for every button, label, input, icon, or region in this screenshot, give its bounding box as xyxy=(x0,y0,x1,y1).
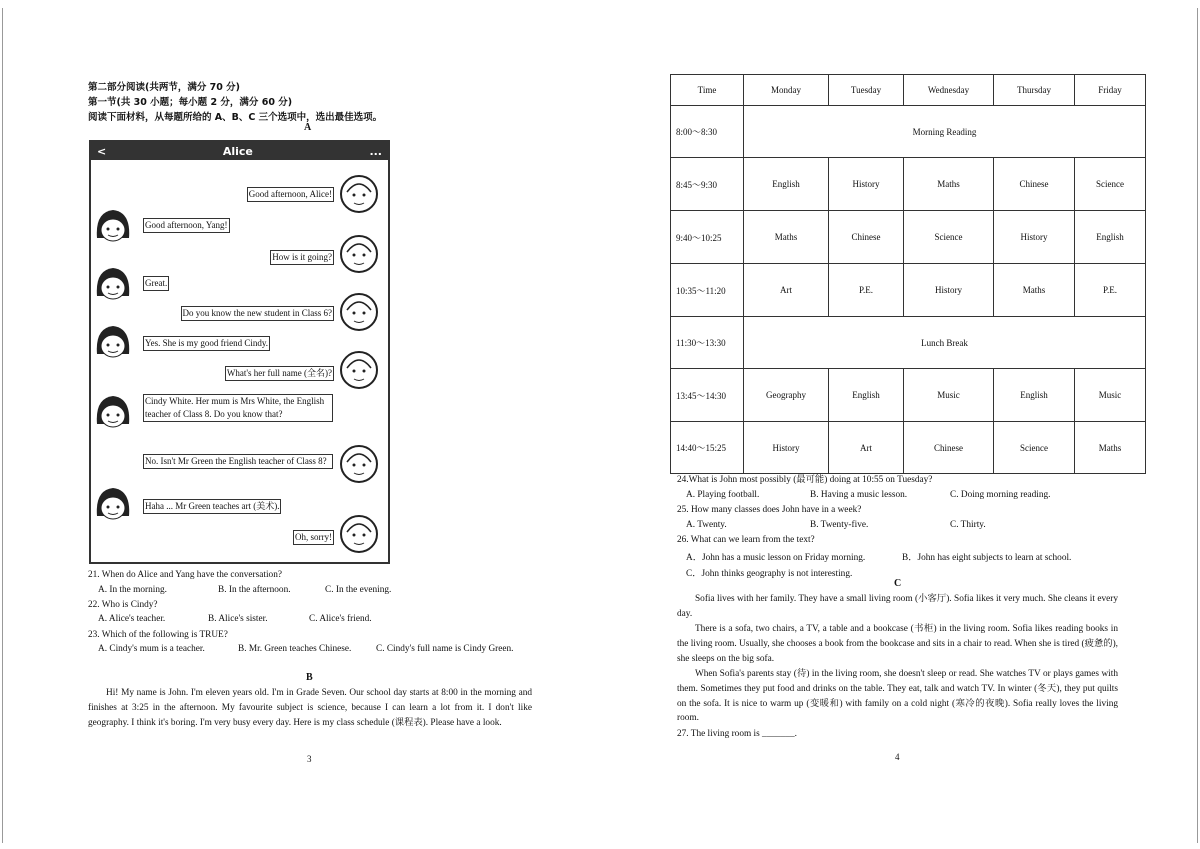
passage-c-paragraph: There is a sofa, two chairs, a TV, a table and a bookcase (书柜) in the living room. Sofia likes reading books in the living room. Usually, she chooses a book from the bookcase and sits in a chair to read. When she is tired (疲惫的), she sleeps on the big sofa. xyxy=(677,624,1118,664)
option-c[interactable]: C. Doing morning reading. xyxy=(950,490,1051,500)
subject-cell: History xyxy=(994,211,1075,264)
header-cell: Wednesday xyxy=(904,75,994,106)
subject-cell: Chinese xyxy=(829,211,904,264)
page-edge xyxy=(1197,8,1198,843)
subject-cell: English xyxy=(744,158,829,211)
question-26: 26. What can we learn from the text? xyxy=(677,535,815,545)
schedule-row xyxy=(671,158,1146,211)
subject-cell: P.E. xyxy=(1075,264,1146,317)
schedule-row xyxy=(671,106,1146,158)
subject-cell: Chinese xyxy=(994,158,1075,211)
subject-cell: Music xyxy=(1075,369,1146,422)
question-23: 23. Which of the following is TRUE? xyxy=(88,630,228,640)
section-c-label: C xyxy=(894,578,902,589)
option-b[interactable]: B. Twenty-five. xyxy=(810,520,869,530)
option-a[interactable]: A. Twenty. xyxy=(686,520,727,530)
chat-message-alice: How is it going? xyxy=(270,250,334,265)
header-cell: Monday xyxy=(744,75,829,106)
alice-avatar-icon xyxy=(339,350,379,390)
schedule-row xyxy=(671,369,1146,422)
time-cell: 8:45～9:30 xyxy=(671,158,744,211)
alice-avatar-icon xyxy=(339,444,379,484)
question-24: 24.What is John most possibly (最可能) doing at 10:55 on Tuesday? xyxy=(677,475,933,485)
yang-avatar-icon xyxy=(93,392,133,432)
option-b[interactable]: B. Alice's sister. xyxy=(208,614,268,624)
yang-avatar-icon xyxy=(93,484,133,524)
header-line: 第一节(共 30 小题；每小题 2 分，满分 60 分) xyxy=(88,97,293,108)
chat-message-alice: No. Isn't Mr Green the English teacher of Class 8? xyxy=(143,454,333,469)
page-edge xyxy=(2,8,3,843)
subject-cell: Science xyxy=(1075,158,1146,211)
subject-cell: Maths xyxy=(1075,422,1146,474)
subject-cell: Science xyxy=(994,422,1075,474)
header-line: 阅读下面材料，从每题所给的 A、B、C 三个选项中，选出最佳选项。 xyxy=(88,112,383,123)
page-number: 4 xyxy=(895,752,900,762)
option-a[interactable]: A．John has a music lesson on Friday morning. xyxy=(686,553,866,563)
subject-cell: Maths xyxy=(744,211,829,264)
yang-avatar-icon xyxy=(93,206,133,246)
passage-b: Hi! My name is John. I'm eleven years old. I'm in Grade Seven. Our school day starts at 8:00 in the morning and finishes at 3:25 in the afternoon. My favourite subject is science, because I can learn a lot from it. I don't like geography. I think it's boring. I'm very busy every day. Here is my class schedule (课程表). Please have a look. xyxy=(88,688,532,728)
subject-cell: English xyxy=(1075,211,1146,264)
subject-cell: Science xyxy=(904,211,994,264)
time-cell: 11:30～13:30 xyxy=(671,317,744,369)
chat-message-yang: Great. xyxy=(143,276,169,291)
section-a-label: A xyxy=(304,122,312,133)
span-cell: Lunch Break xyxy=(744,317,1146,369)
chat-message-yang: Cindy White. Her mum is Mrs White, the English teacher of Class 8. Do you know that? xyxy=(143,394,333,422)
time-cell: 13:45～14:30 xyxy=(671,369,744,422)
alice-avatar-icon xyxy=(339,514,379,554)
subject-cell: Geography xyxy=(744,369,829,422)
subject-cell: Maths xyxy=(994,264,1075,317)
yang-avatar-icon xyxy=(93,322,133,362)
section-b-label: B xyxy=(306,672,313,683)
subject-cell: Music xyxy=(904,369,994,422)
class-schedule-table xyxy=(670,74,1146,474)
time-cell: 10:35～11:20 xyxy=(671,264,744,317)
question-22: 22. Who is Cindy? xyxy=(88,600,158,610)
chat-title-bar xyxy=(91,142,388,160)
chat-window xyxy=(89,140,390,564)
page-number: 3 xyxy=(307,754,312,764)
subject-cell: Art xyxy=(829,422,904,474)
chat-message-alice: Do you know the new student in Class 6? xyxy=(181,306,334,321)
option-b[interactable]: B．John has eight subjects to learn at school. xyxy=(902,553,1072,563)
header-cell: Time xyxy=(671,75,744,106)
chat-message-alice: Oh, sorry! xyxy=(293,530,334,545)
back-icon[interactable]: < xyxy=(97,144,107,158)
question-27: 27. The living room is _______. xyxy=(677,729,797,739)
yang-avatar-icon xyxy=(93,264,133,304)
option-a[interactable]: A. Cindy's mum is a teacher. xyxy=(98,644,205,654)
chat-message-alice: What's her full name (全名)? xyxy=(225,366,334,381)
schedule-row xyxy=(671,264,1146,317)
header-line: 第二部分阅读(共两节，满分 70 分) xyxy=(88,82,241,93)
time-cell: 9:40～10:25 xyxy=(671,211,744,264)
subject-cell: History xyxy=(744,422,829,474)
subject-cell: P.E. xyxy=(829,264,904,317)
header-cell: Tuesday xyxy=(829,75,904,106)
option-a[interactable]: A. Alice's teacher. xyxy=(98,614,166,624)
passage-c-paragraph: Sofia lives with her family. They have a small living room (小客厅). Sofia likes it very much. She cleans it every day. xyxy=(677,594,1118,619)
alice-avatar-icon xyxy=(339,234,379,274)
subject-cell: English xyxy=(829,369,904,422)
chat-message-yang: Haha ... Mr Green teaches art (美术). xyxy=(143,499,281,514)
schedule-row xyxy=(671,422,1146,474)
passage-c-paragraph: When Sofia's parents stay (待) in the living room, she doesn't sleep or read. She watches TV or plays games with them. Sometimes they put food and drinks on the table. They eat, talk and watch TV. In winter (冬天), they put quilts on the sofa. It is nice to warm up (变暖和) with family on a cold night (寒冷的夜晚). Sofia really loves the living room. xyxy=(677,669,1118,724)
option-c[interactable]: C. Alice's friend. xyxy=(309,614,372,624)
chat-title: Alice xyxy=(222,144,253,158)
subject-cell: English xyxy=(994,369,1075,422)
schedule-row xyxy=(671,211,1146,264)
option-b[interactable]: B. Having a music lesson. xyxy=(810,490,908,500)
option-a[interactable]: A. In the morning. xyxy=(98,585,167,595)
schedule-header-row xyxy=(671,75,1146,106)
span-cell: Morning Reading xyxy=(744,106,1146,158)
subject-cell: Maths xyxy=(904,158,994,211)
alice-avatar-icon xyxy=(339,174,379,214)
option-c[interactable]: C．John thinks geography is not interesting. xyxy=(686,569,853,579)
option-b[interactable]: B. Mr. Green teaches Chinese. xyxy=(238,644,352,654)
option-c[interactable]: C. Thirty. xyxy=(950,520,986,530)
alice-avatar-icon xyxy=(339,292,379,332)
time-cell: 8:00～8:30 xyxy=(671,106,744,158)
subject-cell: History xyxy=(829,158,904,211)
right-page xyxy=(600,0,1200,849)
header-cell: Friday xyxy=(1075,75,1146,106)
chat-message-yang: Good afternoon, Yang! xyxy=(143,218,230,233)
chat-message-alice: Good afternoon, Alice! xyxy=(247,187,334,202)
option-a[interactable]: A. Playing football. xyxy=(686,490,760,500)
option-b[interactable]: B. In the afternoon. xyxy=(218,585,291,595)
time-cell: 14:40～15:25 xyxy=(671,422,744,474)
question-21: 21. When do Alice and Yang have the conversation? xyxy=(88,570,282,580)
chat-message-yang: Yes. She is my good friend Cindy. xyxy=(143,336,270,351)
option-c[interactable]: C. Cindy's full name is Cindy Green. xyxy=(376,644,514,654)
section-header xyxy=(88,80,382,125)
schedule-row xyxy=(671,317,1146,369)
header-cell: Thursday xyxy=(994,75,1075,106)
option-c[interactable]: C. In the evening. xyxy=(325,585,392,595)
subject-cell: Chinese xyxy=(904,422,994,474)
more-icon[interactable]: ... xyxy=(369,144,382,158)
subject-cell: Art xyxy=(744,264,829,317)
subject-cell: History xyxy=(904,264,994,317)
question-25: 25. How many classes does John have in a week? xyxy=(677,505,862,515)
